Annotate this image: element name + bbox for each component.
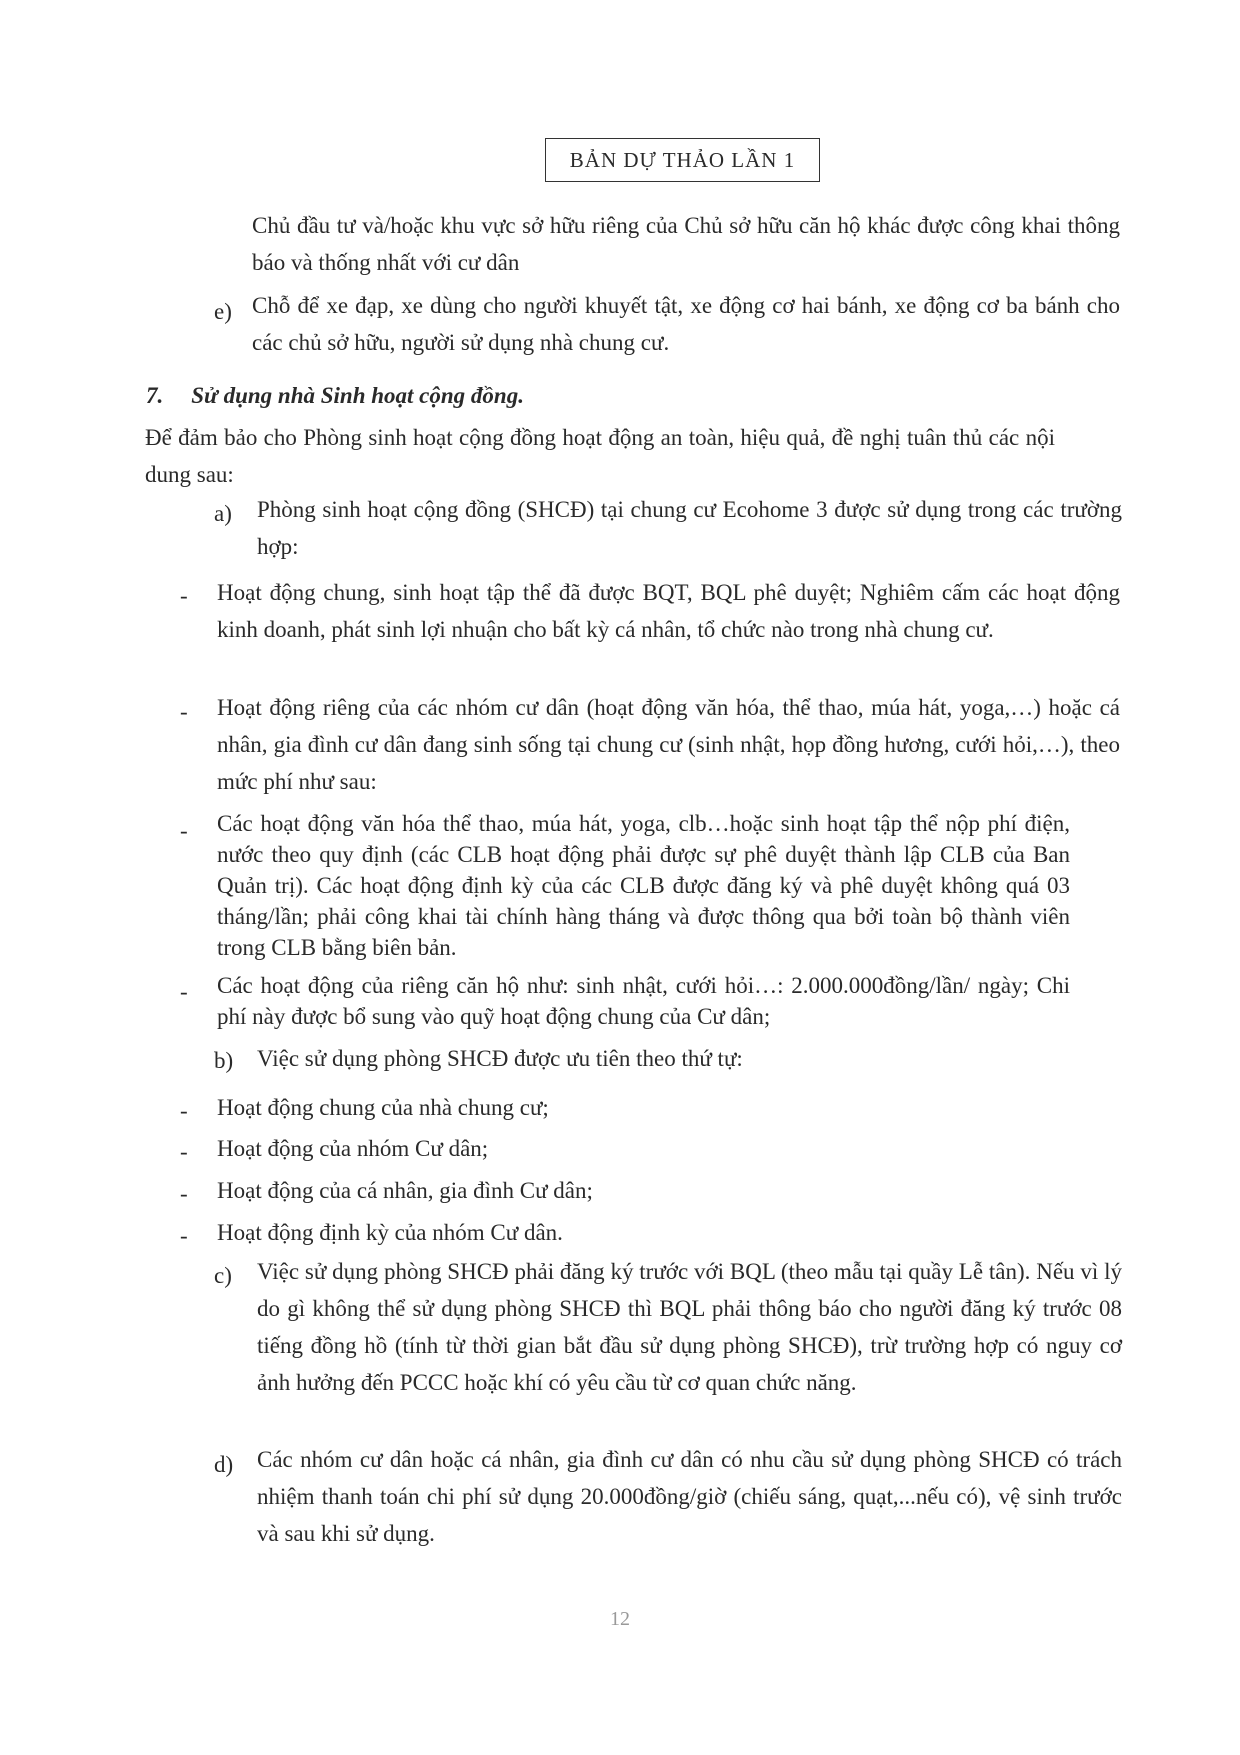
bullet-dash: -: [180, 1139, 188, 1164]
bullet-a-2: Hoạt động riêng của các nhóm cư dân (hoạt động văn hóa, thể thao, múa hát, yoga,…) hoặc cá nhân, gia đình cư dân đang sinh sống tại chung cư (sinh nhật, họp đồng hương, cưới hỏi,…), theo mức phí như sau:: [217, 695, 1120, 794]
bullet-dash: -: [180, 979, 188, 1004]
item-b-text: Việc sử dụng phòng SHCĐ được ưu tiên theo thứ tự:: [257, 1046, 743, 1071]
page-number: 12: [610, 1608, 630, 1630]
bullet-dash: -: [180, 818, 188, 843]
draft-label: BẢN DỰ THẢO LẦN 1: [569, 147, 796, 172]
item-b-label: b): [214, 1048, 234, 1073]
bullet-dash: -: [180, 583, 188, 608]
item-d-label: d): [214, 1452, 234, 1477]
item-c-text: Việc sử dụng phòng SHCĐ phải đăng ký trước với BQL (theo mẫu tại quầy Lễ tân). Nếu vì lý do gì không thể sử dụng phòng SHCĐ thì BQL phải thông báo cho người đăng ký trước 08 tiếng đồng hồ (tính từ thời gian bắt đầu sử dụng phòng SHCĐ), trừ trường hợp có nguy cơ ảnh hưởng đến PCCC hoặc khí có yêu cầu từ cơ quan chức năng.: [257, 1259, 1122, 1395]
bullet-a-1: Hoạt động chung, sinh hoạt tập thể đã được BQT, BQL phê duyệt; Nghiêm cấm các hoạt động kinh doanh, phát sinh lợi nhuận cho bất kỳ cá nhân, tổ chức nào trong nhà chung cư.: [217, 580, 1120, 642]
item-a-label: a): [214, 501, 232, 526]
item-c-label: c): [214, 1263, 232, 1288]
draft-stamp: [545, 138, 820, 182]
item-a-text: Phòng sinh hoạt cộng đồng (SHCĐ) tại chung cư Ecohome 3 được sử dụng trong các trường hợp:: [257, 497, 1122, 559]
section-7-heading: [146, 377, 524, 414]
bullet-dash: -: [180, 1223, 188, 1248]
bullet-b-2: Hoạt động của nhóm Cư dân;: [217, 1136, 489, 1161]
bullet-b-4: Hoạt động định kỳ của nhóm Cư dân.: [217, 1220, 563, 1245]
item-e-label: e): [214, 299, 232, 324]
section-intro: Để đảm bảo cho Phòng sinh hoạt cộng đồng hoạt động an toàn, hiệu quả, đề nghị tuân thủ các nội dung sau:: [145, 425, 1055, 487]
bullet-b-1: Hoạt động chung của nhà chung cư;: [217, 1095, 549, 1120]
item-d-text: Các nhóm cư dân hoặc cá nhân, gia đình cư dân có nhu cầu sử dụng phòng SHCĐ có trách nhiệm thanh toán chi phí sử dụng 20.000đồng/giờ (chiếu sáng, quạt,...nếu có), vệ sinh trước và sau khi sử dụng.: [257, 1447, 1122, 1546]
bullet-dash: -: [180, 1181, 188, 1206]
section-title: Sử dụng nhà Sinh hoạt cộng đồng.: [191, 383, 524, 408]
bullet-a-4: Các hoạt động của riêng căn hộ như: sinh nhật, cưới hỏi…: 2.000.000đồng/lần/ ngày; Chi phí này được bổ sung vào quỹ hoạt động chung của Cư dân;: [217, 973, 1070, 1029]
bullet-b-3: Hoạt động của cá nhân, gia đình Cư dân;: [217, 1178, 593, 1203]
bullet-dash: -: [180, 699, 188, 724]
section-number: 7.: [146, 383, 164, 408]
continued-paragraph: Chủ đầu tư và/hoặc khu vực sở hữu riêng của Chủ sở hữu căn hộ khác được công khai thông báo và thống nhất với cư dân: [252, 213, 1120, 275]
bullet-dash: -: [180, 1098, 188, 1123]
item-e-text: Chỗ để xe đạp, xe dùng cho người khuyết tật, xe động cơ hai bánh, xe động cơ ba bánh cho các chủ sở hữu, người sử dụng nhà chung cư.: [252, 293, 1120, 355]
bullet-a-3: Các hoạt động văn hóa thể thao, múa hát, yoga, clb…hoặc sinh hoạt tập thể nộp phí điện, nước theo quy định (các CLB hoạt động phải được sự phê duyệt thành lập CLB của Ban Quản trị). Các hoạt động định kỳ của các CLB được đăng ký và phê duyệt không quá 03 tháng/lần; phải công khai tài chính hàng tháng và được thông qua bởi toàn bộ thành viên trong CLB bằng biên bản.: [217, 811, 1070, 960]
